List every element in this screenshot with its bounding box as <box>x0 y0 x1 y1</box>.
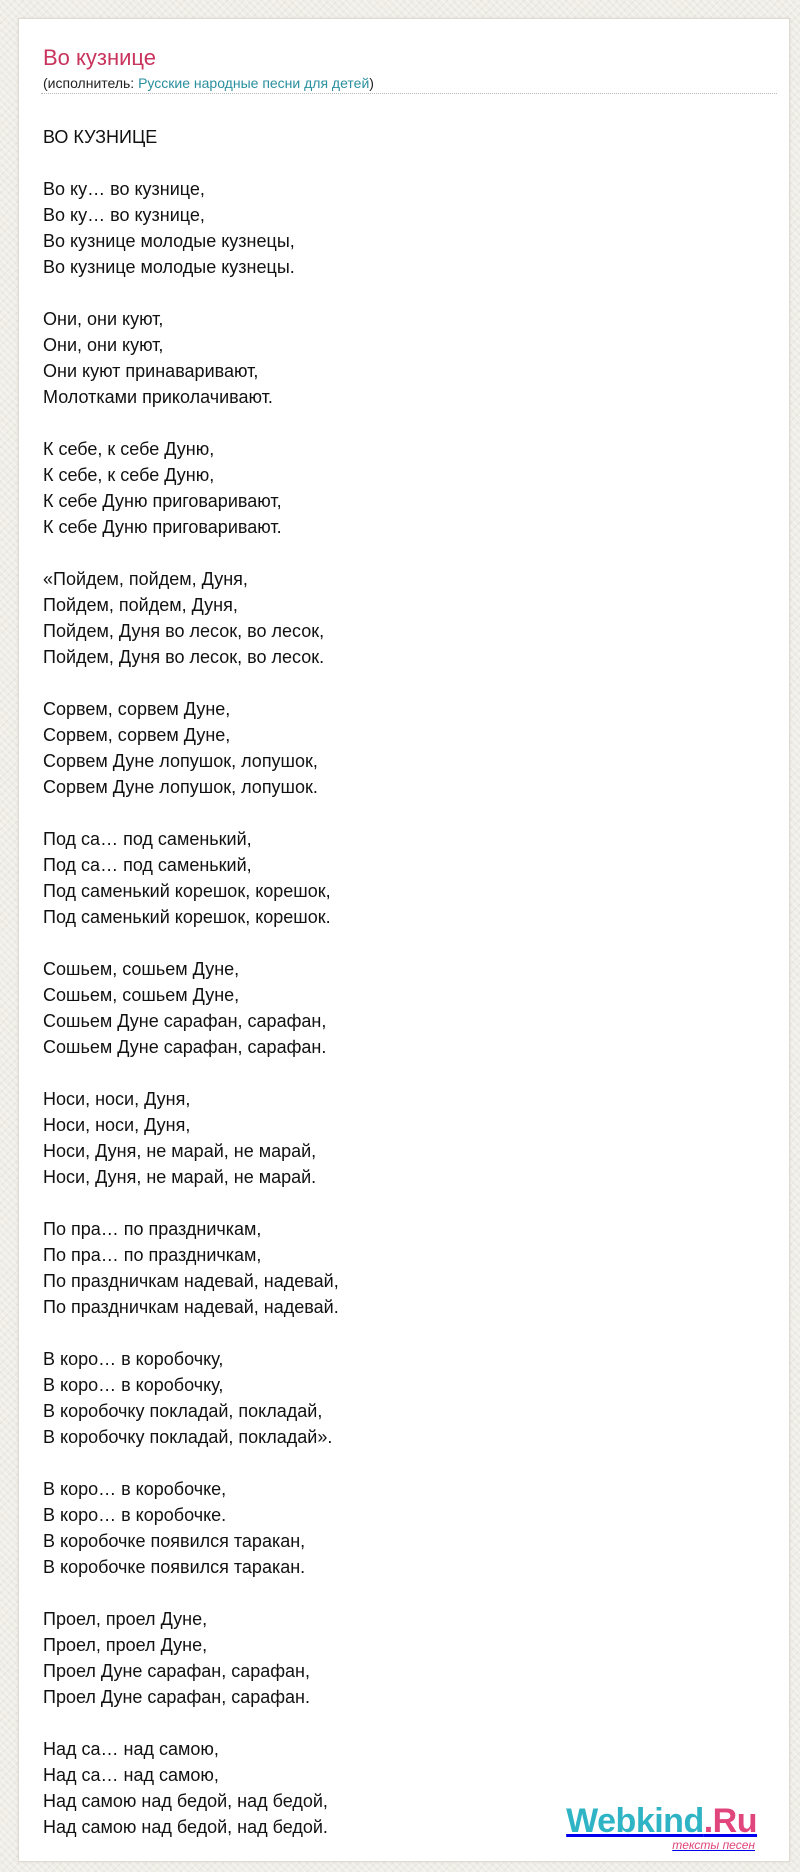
logo-domain: .Ru <box>703 1802 757 1840</box>
song-title: Во кузнице <box>43 45 157 70</box>
logo-tagline: тексты песен <box>672 1838 755 1852</box>
dotted-divider <box>41 93 777 94</box>
artist-prefix: (исполнитель: <box>43 75 139 91</box>
logo-word: Webkind <box>566 1802 704 1840</box>
logo-wordmark <box>566 1804 757 1838</box>
artist-link[interactable]: Русские народные песни для детей <box>138 75 370 91</box>
lyrics-card <box>18 18 790 1862</box>
webkind-logo[interactable] <box>566 1804 757 1851</box>
artist-suffix: ) <box>369 75 374 91</box>
artist-line <box>43 74 374 92</box>
lyrics-text: ВО КУЗНИЦЕ Во ку… во кузнице, Во ку… во кузнице, Во кузнице молодые кузнецы, Во кузнице молодые кузнецы. Они, они куют, Они, они куют, Они куют принаваривают, Молотками приколачивают. К себе, к себе Дуню, К себе, к себе Дуню, К себе Дуню приговаривают, К себе Дуню приговаривают. «Пойдем, пойдем, Дуня, Пойдем, пойдем, Дуня, Пойдем, Дуня во лесок, во лесок, Пойдем, Дуня во лесок, во лесок. Сорвем, сорвем Дуне, Сорвем, сорвем Дуне, Сорвем Дуне лопушок, лопушок, Сорвем Дуне лопушок, лопушок. Под са… под саменький, Под са… под саменький, Под саменький корешок, корешок, Под саменький корешок, корешок. Сошьем, сошьем Дуне, Сошьем, сошьем Дуне, Сошьем Дуне сарафан, сарафан, Сошьем Дуне сарафан, сарафан. Носи, носи, Дуня, Носи, носи, Дуня, Носи, Дуня, не марай, не марай, Носи, Дуня, не марай, не марай. По пра… по праздничкам, По пра… по праздничкам, По праздничкам надевай, надевай, По праздничкам надевай, надевай. В коро… в коробочку, В коро… в коробочку, В коробочку покладай, покладай, В коробочку покладай, покладай». В коро… в коробочке, В коро… в коробочке. В коробочке появился таракан, В коробочке появился таракан. Проел, проел Дуне, Проел, проел Дуне, Проел Дуне сарафан, сарафан, Проел Дуне сарафан, сарафан. Над са… над самою, Над са… над самою, Над самою над бедой, над бедой, Над самою над бедой, над бедой. <box>43 127 339 1837</box>
